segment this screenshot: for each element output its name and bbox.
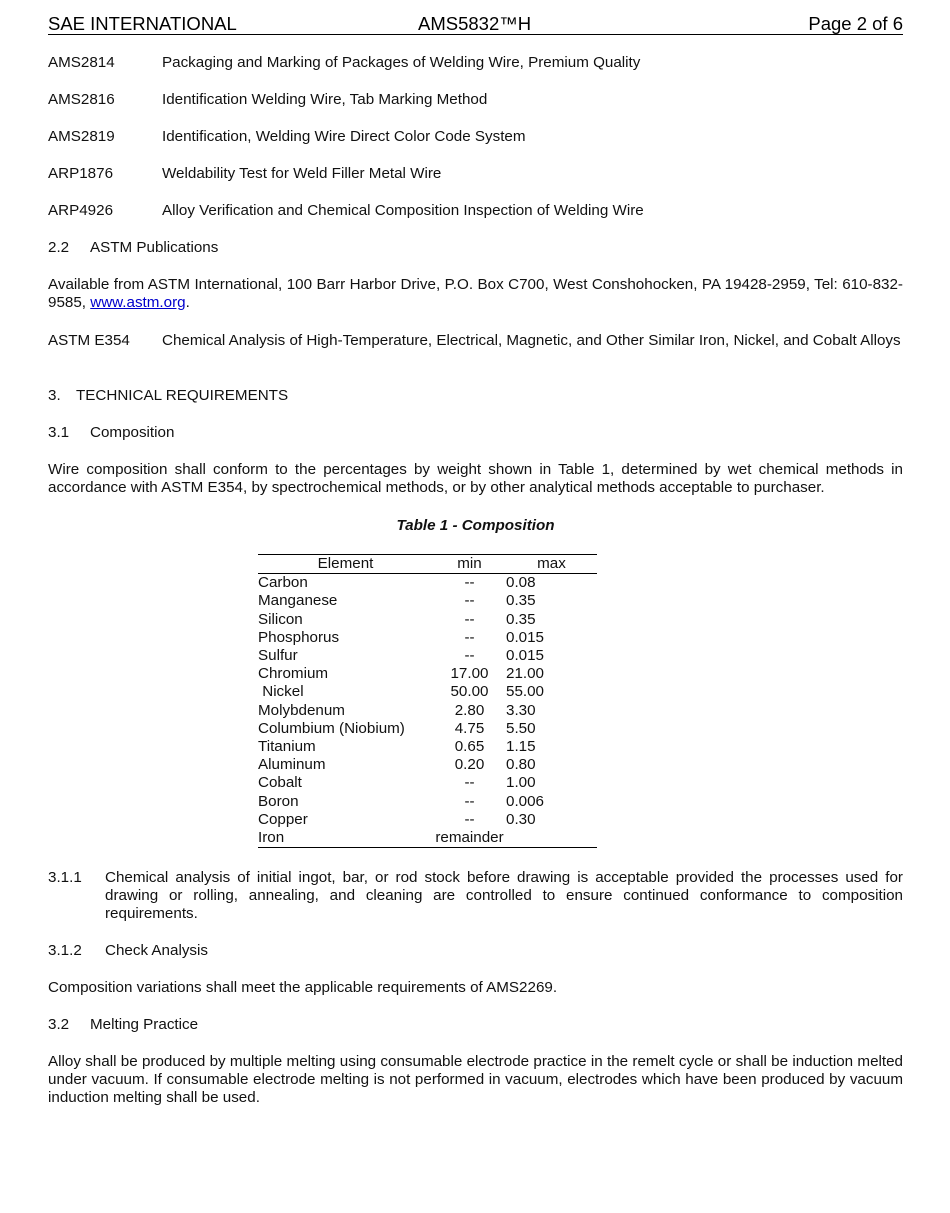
max-cell: 0.015 <box>506 647 545 665</box>
max-cell: 3.30 <box>506 701 536 719</box>
min-cell: -- <box>464 792 475 810</box>
element-cell: Columbium (Niobium) <box>258 719 405 737</box>
element-cell: Molybdenum <box>258 701 345 719</box>
min-cell: 0.65 <box>454 738 485 756</box>
header-doc-id: AMS5832™H <box>418 13 532 34</box>
table-row <box>258 702 597 720</box>
max-cell: 0.08 <box>506 574 536 592</box>
element-cell: Cobalt <box>258 774 302 792</box>
max-cell: 1.15 <box>506 738 536 756</box>
reference-code: ARP4926 <box>48 202 114 219</box>
element-cell: Boron <box>258 792 299 810</box>
element-cell: Iron <box>258 829 285 847</box>
max-cell: 55.00 <box>506 683 545 701</box>
max-cell: 0.35 <box>506 592 536 610</box>
element-cell: Phosphorus <box>258 628 340 646</box>
table-row <box>258 774 597 792</box>
column-header-element: Element <box>317 555 374 572</box>
element-cell: Silicon <box>258 610 303 628</box>
reference-entry <box>48 332 903 368</box>
max-cell: 0.30 <box>506 810 536 828</box>
section-number: 3.2 <box>48 1016 70 1033</box>
melting-practice-paragraph: Alloy shall be produced by multiple melting using consumable electrode practice in the remelt cycle or shall be induction melted under vacuum. If consumable electrode melting is not performed in vacuum, electrodes which have been produced by vacuum induction melting shall be used. <box>48 1053 903 1106</box>
page-header <box>48 13 903 35</box>
column-header-max: max <box>537 555 566 572</box>
max-cell: 21.00 <box>506 665 545 683</box>
section-title: ASTM Publications <box>90 239 219 256</box>
reference-code: AMS2816 <box>48 91 115 108</box>
min-cell: 4.75 <box>454 719 485 737</box>
max-cell: 0.015 <box>506 628 545 646</box>
header-page-number: Page 2 of 6 <box>808 13 903 34</box>
reference-code: ASTM E354 <box>48 332 130 349</box>
max-cell: 1.00 <box>506 774 536 792</box>
table-row <box>258 829 597 848</box>
reference-title: Alloy Verification and Chemical Composition Inspection of Welding Wire <box>162 202 644 219</box>
astm-availability-text: Available from ASTM International, 100 Barr Harbor Drive, P.O. Box C700, West Conshohocken, PA 19428-2959, Tel: 610-832-9585, <box>48 276 903 311</box>
header-org: SAE INTERNATIONAL <box>48 13 237 34</box>
element-cell: Carbon <box>258 574 308 592</box>
reference-title: Weldability Test for Weld Filler Metal Wire <box>162 165 442 182</box>
astm-website-link[interactable]: www.astm.org <box>90 294 186 311</box>
min-cell: -- <box>464 574 475 592</box>
element-cell: Aluminum <box>258 756 326 774</box>
min-cell: 2.80 <box>454 701 485 719</box>
max-cell: 5.50 <box>506 719 536 737</box>
min-cell: -- <box>464 774 475 792</box>
composition-table <box>258 554 597 848</box>
section-number: 3.1.2 <box>48 942 82 959</box>
max-cell: 0.006 <box>506 792 545 810</box>
table-header-row <box>258 555 597 574</box>
min-cell: remainder <box>435 829 504 847</box>
section-title: TECHNICAL REQUIREMENTS <box>76 387 289 404</box>
element-cell: Titanium <box>258 738 316 756</box>
reference-title: Chemical Analysis of High-Temperature, Electrical, Magnetic, and Other Similar Iron, Nickel, and Cobalt Alloys <box>162 332 901 349</box>
table-row <box>258 793 597 811</box>
element-cell: Copper <box>258 810 308 828</box>
min-cell: -- <box>464 628 475 646</box>
element-cell: Nickel <box>258 683 304 701</box>
reference-code: ARP1876 <box>48 165 114 182</box>
check-analysis-paragraph: Composition variations shall meet the applicable requirements of AMS2269. <box>48 979 558 996</box>
reference-code: AMS2819 <box>48 128 115 145</box>
reference-title: Identification Welding Wire, Tab Marking Method <box>162 91 488 108</box>
composition-paragraph: Wire composition shall conform to the percentages by weight shown in Table 1, determined by wet chemical methods in accordance with ASTM E354, by spectrochemical methods, or by other analytical methods acceptable to purchaser. <box>48 461 903 496</box>
table-row <box>258 611 597 629</box>
max-cell: 0.35 <box>506 610 536 628</box>
reference-title: Packaging and Marking of Packages of Welding Wire, Premium Quality <box>162 54 641 71</box>
min-cell: -- <box>464 610 475 628</box>
section-title: Composition <box>90 424 175 441</box>
min-cell: -- <box>464 810 475 828</box>
table-row <box>258 629 597 647</box>
column-header-min: min <box>457 555 482 572</box>
section-title: Check Analysis <box>105 942 208 959</box>
min-cell: 0.20 <box>454 756 485 774</box>
astm-availability-paragraph <box>48 276 903 312</box>
table-row <box>258 738 597 756</box>
section-3-1-1 <box>48 869 903 923</box>
table-row <box>258 683 597 701</box>
section-number: 3.1 <box>48 424 70 441</box>
table-row <box>258 665 597 683</box>
element-cell: Chromium <box>258 665 329 683</box>
reference-title: Identification, Welding Wire Direct Color Code System <box>162 128 526 145</box>
element-cell: Manganese <box>258 592 338 610</box>
max-cell <box>506 829 597 848</box>
element-cell: Sulfur <box>258 647 298 665</box>
min-cell: -- <box>464 592 475 610</box>
section-text: Chemical analysis of initial ingot, bar, or rod stock before drawing is acceptable provided the processes used for drawing or rolling, annealing, and cleaning are controlled to ensure continued conformance to composition requirements. <box>105 869 903 922</box>
section-title: Melting Practice <box>90 1016 199 1033</box>
section-number: 2.2 <box>48 239 70 256</box>
min-cell: 50.00 <box>450 683 489 701</box>
table-row <box>258 756 597 774</box>
table-row <box>258 811 597 829</box>
min-cell: -- <box>464 647 475 665</box>
table-row <box>258 592 597 610</box>
table-row <box>258 574 597 593</box>
reference-code: AMS2814 <box>48 54 115 71</box>
table-row <box>258 647 597 665</box>
astm-availability-end: . <box>185 294 190 311</box>
table-row <box>258 720 597 738</box>
table-title: Table 1 - Composition <box>396 517 555 534</box>
section-number: 3.1.1 <box>48 869 82 886</box>
min-cell: 17.00 <box>450 665 489 683</box>
section-number: 3. <box>48 387 61 404</box>
max-cell: 0.80 <box>506 756 536 774</box>
table-body <box>258 574 597 848</box>
